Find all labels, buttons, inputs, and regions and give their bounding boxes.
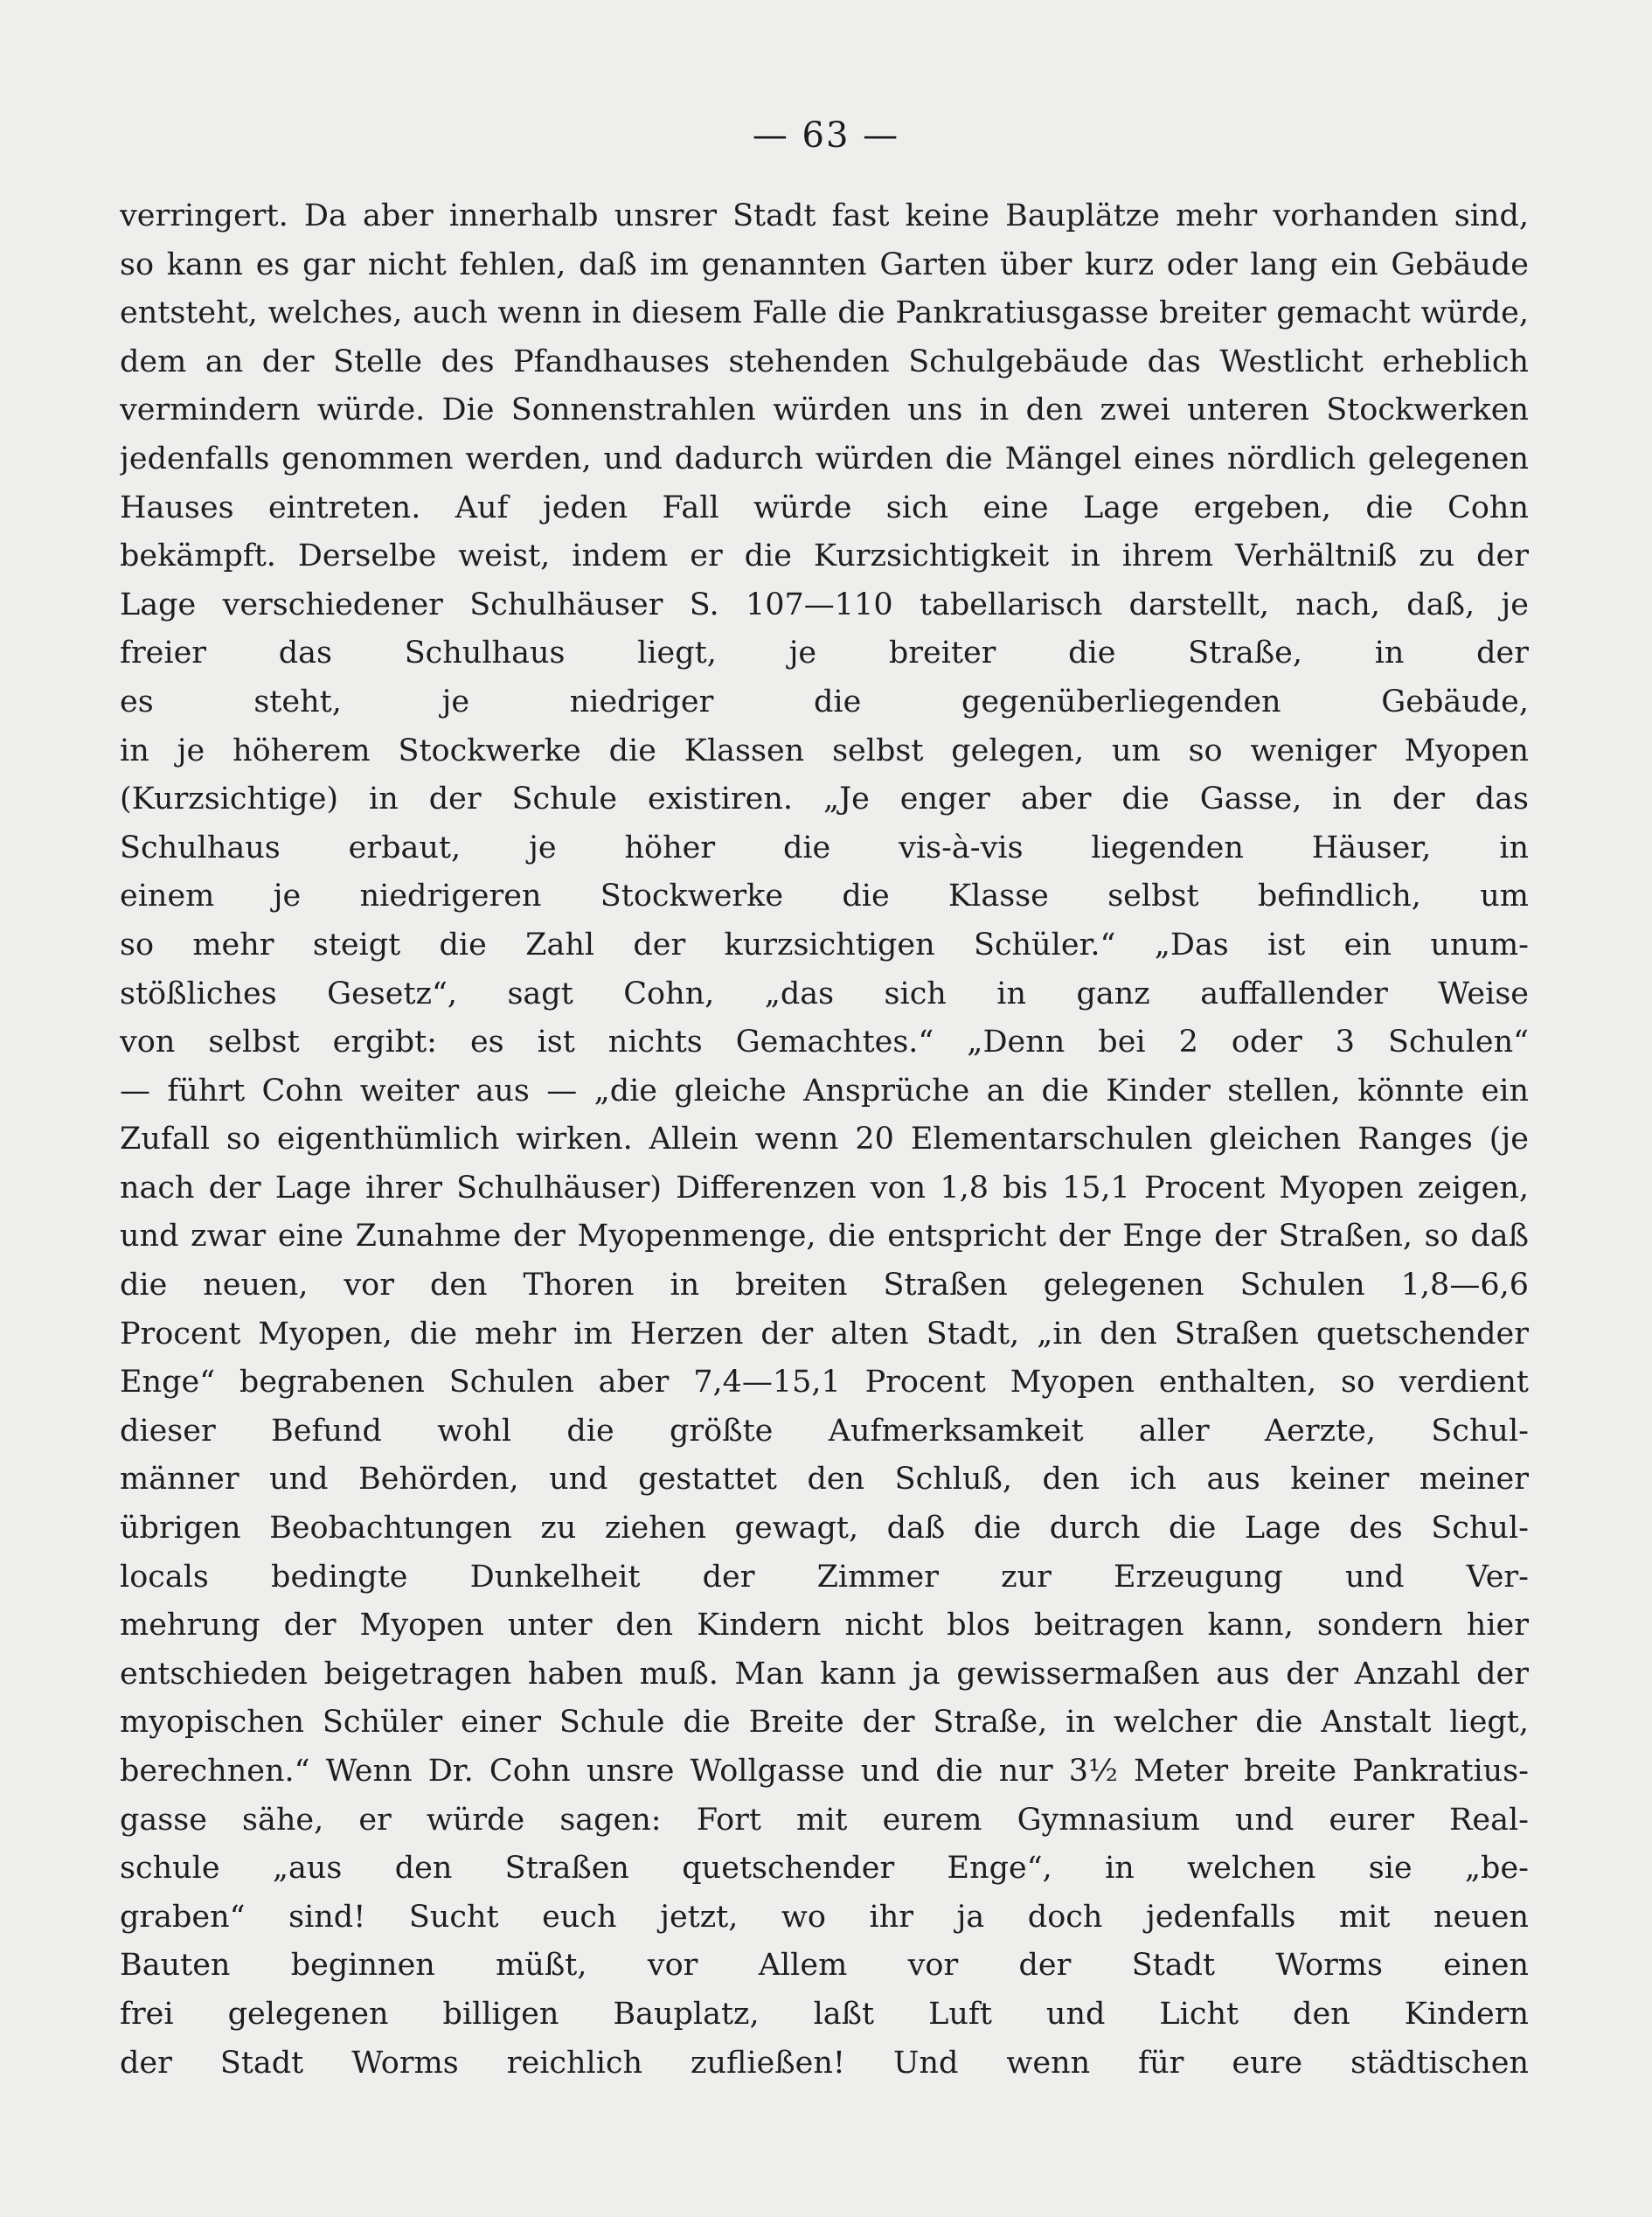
text-line: bekämpft. Derselbe weist, indem er die Kurzsichtigkeit in ihrem Verhältniß zu der <box>120 539 1529 574</box>
text-line: dem an der Stelle des Pfandhauses stehenden Schulgebäude das Westlicht erheblich <box>120 344 1529 379</box>
text-line: gasse sähe, er würde sagen: Fort mit eurem Gymnasium und eurer Real- <box>120 1802 1529 1838</box>
text-line: einem je niedrigeren Stockwerke die Klasse selbst befindlich, um <box>120 879 1529 914</box>
text-line: dieser Befund wohl die größte Aufmerksamkeit aller Aerzte, Schul- <box>120 1413 1529 1449</box>
text-line: jedenfalls genommen werden, und dadurch würden die Mängel eines nördlich gelegenen <box>120 441 1529 476</box>
page-number: — 63 — <box>752 115 900 156</box>
text-line: frei gelegenen billigen Bauplatz, laßt Luft und Licht den Kindern <box>120 1996 1529 2032</box>
text-line: entschieden beigetragen haben muß. Man kann ja gewissermaßen aus der Anzahl der <box>120 1656 1529 1692</box>
text-line: schule „aus den Straßen quetschender Enge“, in welchen sie „be- <box>120 1851 1529 1887</box>
text-line: Schulhaus erbaut, je höher die vis-à-vis liegenden Häuser, in <box>120 830 1529 865</box>
text-line: graben“ sind! Sucht euch jetzt, wo ihr ja doch jedenfalls mit neuen <box>120 1899 1529 1935</box>
text-line: übrigen Beobachtungen zu ziehen gewagt, daß die durch die Lage des Schul- <box>120 1511 1529 1546</box>
text-line: Procent Myopen, die mehr im Herzen der alten Stadt, „in den Straßen quetschender <box>120 1316 1529 1352</box>
page-body-text <box>120 192 1529 2088</box>
text-line: und zwar eine Zunahme der Myopenmenge, die entspricht der Enge der Straßen, so daß <box>120 1219 1529 1254</box>
text-line: Enge“ begrabenen Schulen aber 7,4—15,1 Procent Myopen enthalten, so verdient <box>120 1365 1529 1400</box>
text-line: (Kurzsichtige) in der Schule existiren. „Je enger aber die Gasse, in der das <box>120 782 1529 817</box>
text-line: der Stadt Worms reichlich zufließen! Und wenn für eure städtischen <box>120 2045 1529 2081</box>
text-line: berechnen.“ Wenn Dr. Cohn unsre Wollgasse und die nur 3½ Meter breite Pankratius- <box>120 1754 1529 1789</box>
text-line: so mehr steigt die Zahl der kurzsichtigen Schüler.“ „Das ist ein unum- <box>120 927 1529 963</box>
text-line: Zufall so eigenthümlich wirken. Allein wenn 20 Elementarschulen gleichen Ranges (je <box>120 1122 1529 1157</box>
text-line: entsteht, welches, auch wenn in diesem Falle die Pankratiusgasse breiter gemacht würde, <box>120 295 1529 331</box>
text-line: vermindern würde. Die Sonnenstrahlen würden uns in den zwei unteren Stockwerken <box>120 393 1529 428</box>
text-line: Bauten beginnen müßt, vor Allem vor der Stadt Worms einen <box>120 1948 1529 1984</box>
text-line: die neuen, vor den Thoren in breiten Straßen gelegenen Schulen 1,8—6,6 <box>120 1268 1529 1303</box>
text-line: männer und Behörden, und gestattet den Schluß, den ich aus keiner meiner <box>120 1462 1529 1498</box>
text-line: myopischen Schüler einer Schule die Breite der Straße, in welcher die Anstalt liegt, <box>120 1705 1529 1741</box>
text-line: in je höherem Stockwerke die Klassen selbst gelegen, um so weniger Myopen <box>120 733 1529 768</box>
text-line: mehrung der Myopen unter den Kindern nicht blos beitragen kann, sondern hier <box>120 1608 1529 1644</box>
text-line: freier das Schulhaus liegt, je breiter die Straße, in der <box>120 636 1529 671</box>
text-line: locals bedingte Dunkelheit der Zimmer zur Erzeugung und Ver- <box>120 1559 1529 1595</box>
text-line: — führt Cohn weiter aus — „die gleiche Ansprüche an die Kinder stellen, könnte ein <box>120 1073 1529 1108</box>
text-line: von selbst ergibt: es ist nichts Gemachtes.“ „Denn bei 2 oder 3 Schulen“ <box>120 1025 1529 1060</box>
text-line: verringert. Da aber innerhalb unsrer Stadt fast keine Bauplätze mehr vorhanden sind, <box>120 198 1529 233</box>
text-line: nach der Lage ihrer Schulhäuser) Differenzen von 1,8 bis 15,1 Procent Myopen zeigen, <box>120 1170 1529 1206</box>
text-line: es steht, je niedriger die gegenüberliegenden Gebäude, <box>120 684 1529 719</box>
text-line: Hauses eintreten. Auf jeden Fall würde sich eine Lage ergeben, die Cohn <box>120 490 1529 525</box>
text-line: stößliches Gesetz“, sagt Cohn, „das sich in ganz auffallender Weise <box>120 976 1529 1011</box>
text-line: so kann es gar nicht fehlen, daß im genannten Garten über kurz oder lang ein Gebäude <box>120 247 1529 282</box>
text-line: Lage verschiedener Schulhäuser S. 107—110 tabellarisch darstellt, nach, daß, je <box>120 587 1529 622</box>
